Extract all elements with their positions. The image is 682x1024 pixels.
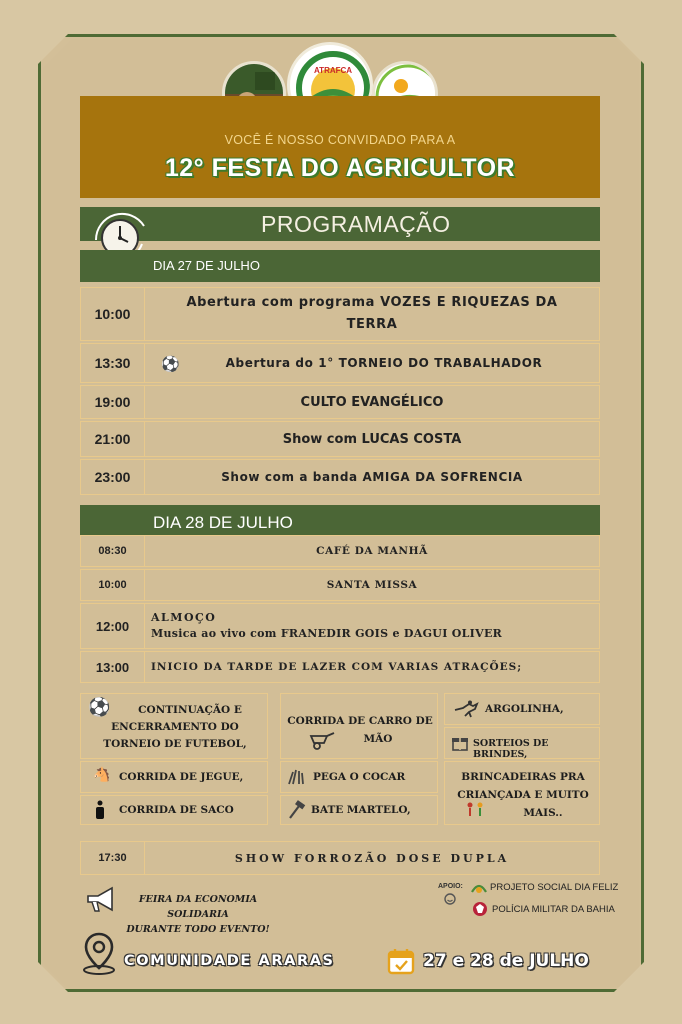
hammer-icon (287, 800, 307, 820)
row-text: INICIO DA TARDE DE LAZER COM VARIAS ATRAÇÕES; (151, 661, 523, 673)
row-text: TERRA (346, 317, 398, 332)
activity-text: CONTINUAÇÃO E (138, 704, 242, 716)
row-time: 10:00 (81, 570, 145, 600)
title-banner (80, 96, 600, 198)
activity-text: MÃO (363, 733, 393, 745)
calendar-icon (386, 946, 416, 976)
program-title: PROGRAMAÇÃO (261, 211, 451, 237)
row-time: 13:30 (81, 344, 145, 382)
row-time: 08:30 (81, 536, 145, 566)
activity-text: PEGA O COCAR (313, 771, 406, 783)
activity-argolinha (444, 693, 600, 725)
location-pin-icon (80, 930, 118, 976)
row-text: Abertura com programa VOZES E RIQUEZAS DA (186, 295, 558, 310)
activity-text: CORRIDA DE JEGUE, (119, 771, 244, 783)
activity-text: SORTEIOS DE BRINDES, (473, 738, 549, 760)
row-time: 17:30 (81, 842, 145, 874)
table-row (80, 343, 600, 383)
row-text: Abertura do 1° TORNEIO DO TRABALHADOR (225, 356, 543, 370)
table-row (80, 421, 600, 457)
activity-donkey-race (80, 761, 268, 793)
activity-sorteios (444, 727, 600, 759)
row-time: 10:00 (81, 288, 145, 340)
final-show-row (80, 841, 600, 875)
support-label: APOIO: (438, 883, 463, 890)
support-text: PROJETO SOCIAL DIA FELIZ (490, 882, 619, 893)
headdress-icon (287, 768, 305, 786)
social-project-logo-icon (470, 880, 488, 896)
horse-rider-icon (453, 700, 479, 718)
soccer-ball-icon: ⚽ (88, 697, 111, 718)
row-text: SANTA MISSA (326, 579, 418, 591)
police-badge-icon (472, 901, 488, 917)
row-time: 19:00 (81, 386, 145, 418)
activity-pega-cocar (280, 761, 438, 793)
row-time: 23:00 (81, 460, 145, 494)
location-text: COMUNIDADE ARARAS (124, 953, 335, 969)
row-text: Show com LUCAS COSTA (282, 431, 462, 447)
megaphone-icon (84, 886, 118, 914)
day2-label: DIA 28 DE JULHO (153, 513, 293, 532)
activity-text: CORRIDA DE CARRO DE (287, 715, 433, 727)
activity-text: BATE MARTELO, (311, 804, 411, 816)
table-row (80, 385, 600, 419)
activity-text: TORNEIO DE FUTEBOL, (103, 738, 247, 750)
table-row (80, 287, 600, 341)
soccer-ball-icon: ⚽ (161, 355, 181, 373)
row-time: 13:00 (81, 652, 145, 682)
wheelbarrow-icon (309, 732, 335, 750)
table-row (80, 651, 600, 683)
activity-text: MAIS.. (523, 807, 563, 819)
fair-text: FEIRA DA ECONOMIA SOLIDARIA (138, 894, 258, 920)
table-row (80, 603, 600, 649)
row-text: CULTO EVANGÉLICO (300, 394, 444, 410)
table-row (80, 569, 600, 601)
activity-text: ARGOLINHA, (485, 703, 564, 715)
activity-brincadeiras (444, 761, 600, 825)
activity-text: BRINCADEIRAS PRA (461, 771, 585, 783)
event-title: 12° FESTA DO AGRICULTOR (164, 154, 516, 182)
activity-text: ENCERRAMENTO DO (111, 721, 239, 733)
row-text: CAFÉ DA MANHÃ (316, 545, 428, 557)
activity-text: CRIANÇADA E MUITO (457, 789, 589, 801)
day2-bar (80, 505, 600, 535)
sack-icon (94, 800, 106, 820)
table-row (80, 459, 600, 495)
fair-text: DURANTE TODO EVENTO! (126, 924, 270, 935)
row-time: 21:00 (81, 422, 145, 456)
donkey-icon: 🐴 (93, 767, 111, 783)
children-icon (465, 802, 487, 818)
row-time: 12:00 (81, 604, 145, 648)
activity-sack-race (80, 795, 268, 825)
smile-logo-icon (444, 893, 456, 905)
atrafca-logo-text: ATRAFCA (314, 66, 353, 75)
support-text: POLÍCIA MILITAR DA BAHIA (492, 904, 615, 915)
invite-text: VOCÊ É NOSSO CONVIDADO PARA A (224, 133, 456, 147)
day1-bar (80, 250, 600, 282)
activity-wheelbarrow-race (280, 693, 438, 759)
day1-label: DIA 27 DE JULHO (153, 258, 260, 273)
row-text: SHOW FORROZÃO DOSE DUPLA (234, 851, 510, 865)
gift-icon (451, 735, 469, 751)
activity-bate-martelo (280, 795, 438, 825)
table-row (80, 535, 600, 567)
row-text: ALMOÇO (151, 611, 217, 624)
row-text: Show com a banda AMIGA DA SOFRENCIA (221, 470, 523, 484)
row-text: Musica ao vivo com FRANEDIR GOIS e DAGUI OLIVER (151, 627, 503, 640)
activity-football (80, 693, 268, 759)
program-title-bar (80, 207, 600, 241)
activity-text: CORRIDA DE SACO (119, 804, 234, 816)
event-dates: 27 e 28 de JULHO (423, 951, 589, 971)
